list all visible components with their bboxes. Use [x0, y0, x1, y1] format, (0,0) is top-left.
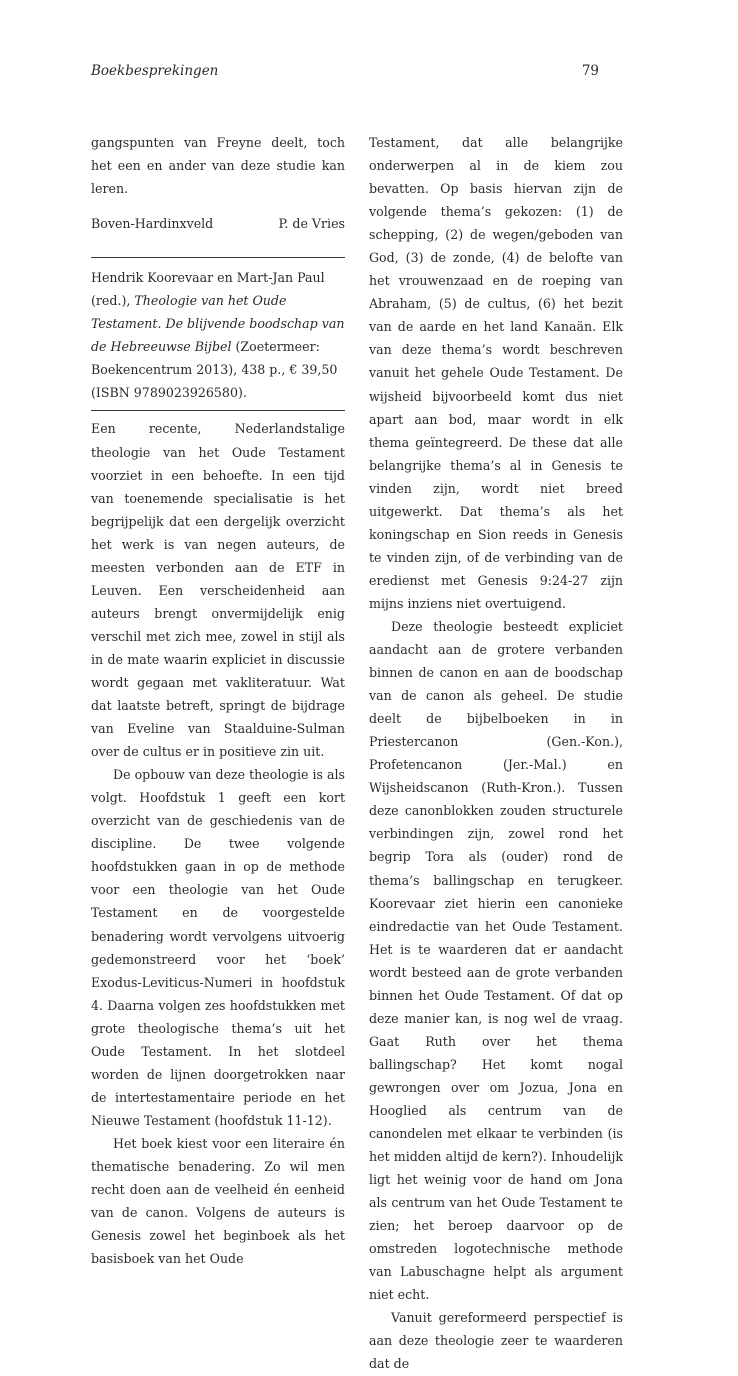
right-column	[369, 131, 623, 1376]
review-paragraph-6: Vanuit gereformeerd perspectief is aan deze theologie zeer te waarderen dat de	[369, 1310, 623, 1372]
page-number: 79	[581, 63, 599, 79]
review-paragraph-1: Een recente, Nederlandstalige theologie van het Oude Testament voorziet in een behoefte. In een tijd van toenemende specialisatie is het begrijpelijk dat een dergelijk overzicht het werk is van negen auteurs, de meesten verbonden aan de ETF in Leuven. Een verscheidenheid aan auteurs brengt onvermijdelijk enig verschil met zich mee, zowel in stijl als in de mate waarin expliciet in discussie wordt gegaan met vakliteratuur. Wat dat laatste betreft, springt de bijdrage van Eveline van Staalduine-Sulman over de cultus er in positieve zin uit.	[91, 421, 345, 760]
review-paragraph-4: Testament, dat alle belangrijke onderwerpen al in de kiem zou bevatten. Op basis hiervan zijn de volgende thema’s gekozen: (1) de schepping, (2) de wegen/geboden van God, (3) de zonde, (4) de belofte van het vrouwenzaad en de roeping van Abraham, (5) de cultus, (6) het bezit van de aarde en het land Kanaän. Elk van deze thema’s wordt beschreven vanuit het gehele Oude Testament. De wijsheid bijvoorbeeld komt dus niet apart aan bod, maar wordt in elk thema geïntegreerd. De these dat alle belangrijke thema’s al in Genesis te vinden zijn, wordt niet breed uitgewerkt. Dat thema’s als het koningschap en Sion reeds in Genesis te vinden zijn, of de verbinding van de eredienst met Genesis 9:24-27 zijn mijns inziens niet overtuigend.	[369, 135, 623, 611]
review-paragraph-5: Deze theologie besteedt expliciet aandacht aan de grotere verbanden binnen de canon en aan de boodschap van de canon als geheel. De studie deelt de bijbelboeken in in Priestercanon (Gen.-Kon.), Profetencanon (Jer.-Mal.) en Wijsheidscanon (Ruth-Kron.). Tussen deze canonblokken zouden structurele verbindingen zijn, zowel rond het begrip Tora als (ouder) rond de thema’s ballingschap en terugkeer. Koorevaar ziet hierin een canonieke eindredactie van het Oude Testament. Het is te waarderen dat er aandacht wordt besteed aan de grote verbanden binnen het Oude Testament. Of dat op deze manier kan, is nog wel de vraag. Gaat Ruth over het thema ballingschap? Het komt nogal gewrongen over om Jozua, Jona en Hooglied als centrum van de canondelen met elkaar te verbinden (is het midden altijd de kern?). Inhoudelijk ligt het weinig voor de hand om Jona als centrum van het Oude Testament te zien; het beroep daarvoor op de omstreden logotechnische methode van Labuschagne helpt als argument niet echt.	[369, 618, 623, 1303]
review-paragraph-3: Het boek kiest voor een literaire én thematische benadering. Zo wil men recht doen aan de veelheid én eenheid van de canon. Volgens de auteurs is Genesis zowel het beginboek als het basisboek van het Oude	[91, 1135, 345, 1267]
bibliographic-entry	[91, 266, 345, 404]
left-column	[91, 131, 345, 1270]
carryover-paragraph: gangspunten van Freyne deelt, toch het een en ander van deze studie kan leren.	[91, 135, 345, 197]
signature-reviewer: P. de Vries	[278, 216, 345, 232]
running-head-title: Boekbesprekingen	[91, 63, 219, 79]
running-head	[91, 63, 599, 85]
book-authors: Hendrik Koorevaar en Mart-Jan Paul (red.),	[91, 270, 325, 309]
book-details: (Zoetermeer: Boekencentrum 2013), 438 p., € 39,50 (ISBN 9789023926580).	[91, 339, 338, 401]
review-paragraph-2: De opbouw van deze theologie is als volgt. Hoofdstuk 1 geeft een kort overzicht van de geschiedenis van de discipline. De twee volgende hoofdstukken gaan in op de methode voor een theologie van het Oude Testament en de voorgestelde benadering wordt vervolgens uitvoerig gedemonstreerd voor het ‘boek’ Exodus-Leviticus-Numeri in hoofdstuk 4. Daarna volgen zes hoofdstukken met grote theologische thema’s uit het Oude Testament. In het slotdeel worden de lijnen doorgetrokken naar de intertestamentaire periode en het Nieuwe Testament (hoofdstuk 11-12).	[91, 767, 345, 1128]
rule-divider-top	[91, 257, 345, 258]
signature-place: Boven-Hardinxveld	[91, 216, 214, 232]
review-signature	[91, 212, 345, 235]
book-title: Theologie van het Oude Testament. De blijvende boodschap van de Hebreeuwse Bijbel	[91, 293, 345, 355]
rule-divider-bottom	[91, 410, 345, 411]
